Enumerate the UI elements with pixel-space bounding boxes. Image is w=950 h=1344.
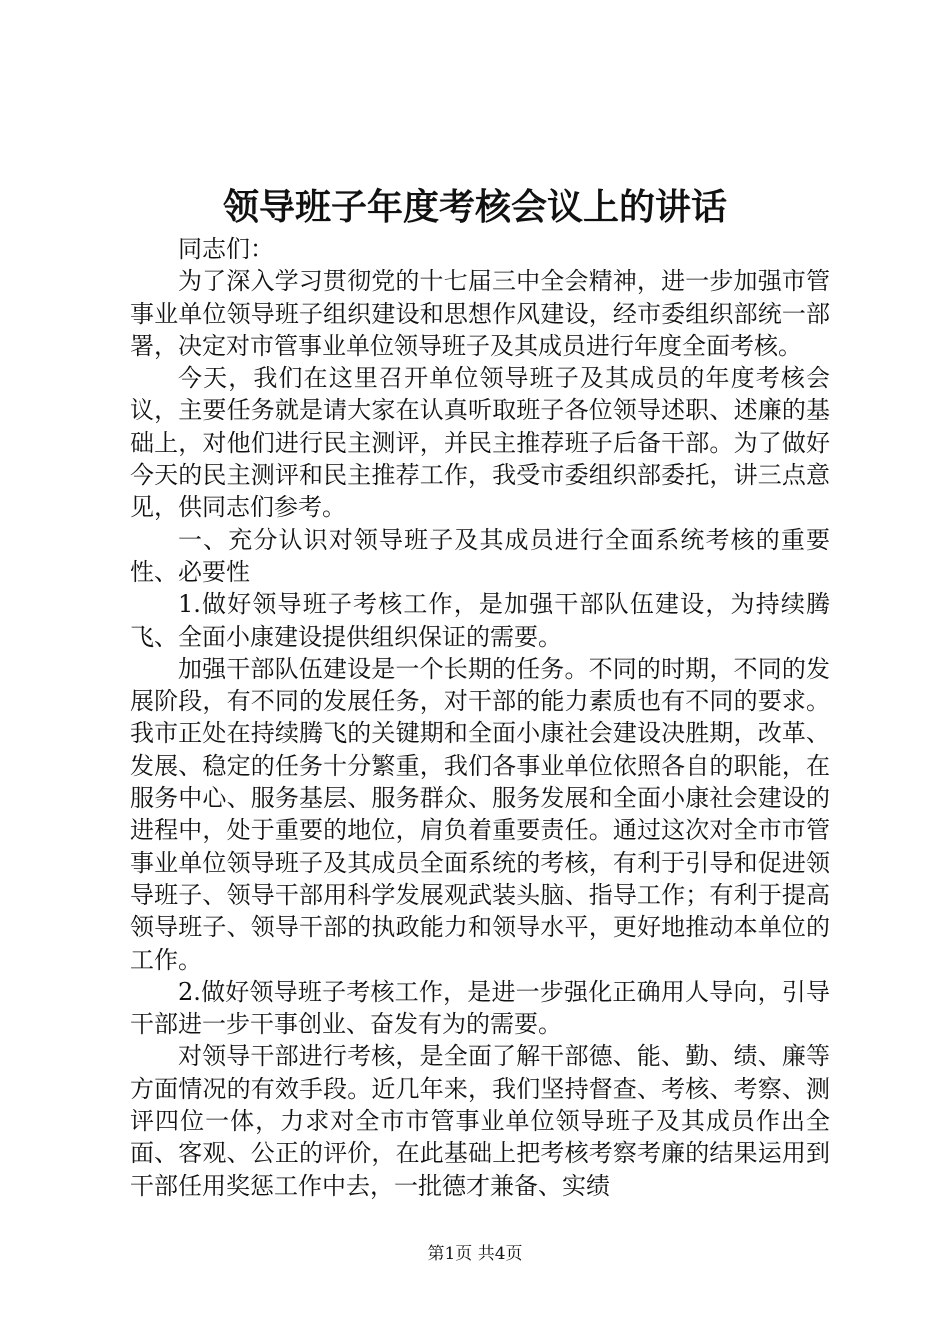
section-heading-1: 一、充分认识对领导班子及其成员进行全面系统考核的重要性、必要性 bbox=[130, 525, 830, 586]
page-footer: 第1页 共4页 bbox=[427, 1244, 523, 1264]
subheading-1: 1.做好领导班子考核工作，是加强干部队伍建设，为持续腾飞、全面小康建设提供组织保证的需要。 bbox=[130, 590, 830, 651]
paragraph-3: 加强干部队伍建设是一个长期的任务。不同的时期，不同的发展阶段，有不同的发展任务，对干部的能力素质也有不同的要求。我市正处在持续腾飞的关键期和全面小康社会建设决胜期，改革、发展、稳定的任务十分繁重，我们各事业单位依照各自的职能，在服务中心、服务基层、服务群众、服务发展和全面小康社会建设的进程中，处于重要的地位，肩负着重要责任。通过这次对全市市管事业单位领导班子及其成员全面系统的考核，有利于引导和促进领导班子、领导干部用科学发展观武装头脑、指导工作；有利于提高领导班子、领导干部的执政能力和领导水平，更好地推动本单位的工作。 bbox=[130, 654, 830, 974]
paragraph-4: 对领导干部进行考核，是全面了解干部德、能、勤、绩、廉等方面情况的有效手段。近几年来，我们坚持督查、考核、考察、测评四位一体，力求对全市市管事业单位领导班子及其成员作出全面、客观、公正的评价，在此基础上把考核考察考廉的结果运用到干部任用奖惩工作中去，一批德才兼备、实绩 bbox=[130, 1042, 830, 1200]
paragraph-1: 为了深入学习贯彻党的十七届三中全会精神，进一步加强市管事业单位领导班子组织建设和思想作风建设，经市委组织部统一部署，决定对市管事业单位领导班子及其成员进行年度全面考核。 bbox=[130, 267, 830, 360]
document-title: 领导班子年度考核会议上的讲话 bbox=[222, 186, 727, 228]
salutation: 同志们： bbox=[178, 235, 274, 263]
document-body bbox=[130, 233, 830, 1202]
paragraph-2: 今天，我们在这里召开单位领导班子及其成员的年度考核会议，主要任务就是请大家在认真听取班子各位领导述职、述廉的基础上，对他们进行民主测评，并民主推荐班子后备干部。为了做好今天的民主测评和民主推荐工作，我受市委组织部委托，讲三点意见，供同志们参考。 bbox=[130, 364, 830, 522]
subheading-2: 2.做好领导班子考核工作，是进一步强化正确用人导向，引导干部进一步干事创业、奋发有为的需要。 bbox=[130, 977, 830, 1039]
